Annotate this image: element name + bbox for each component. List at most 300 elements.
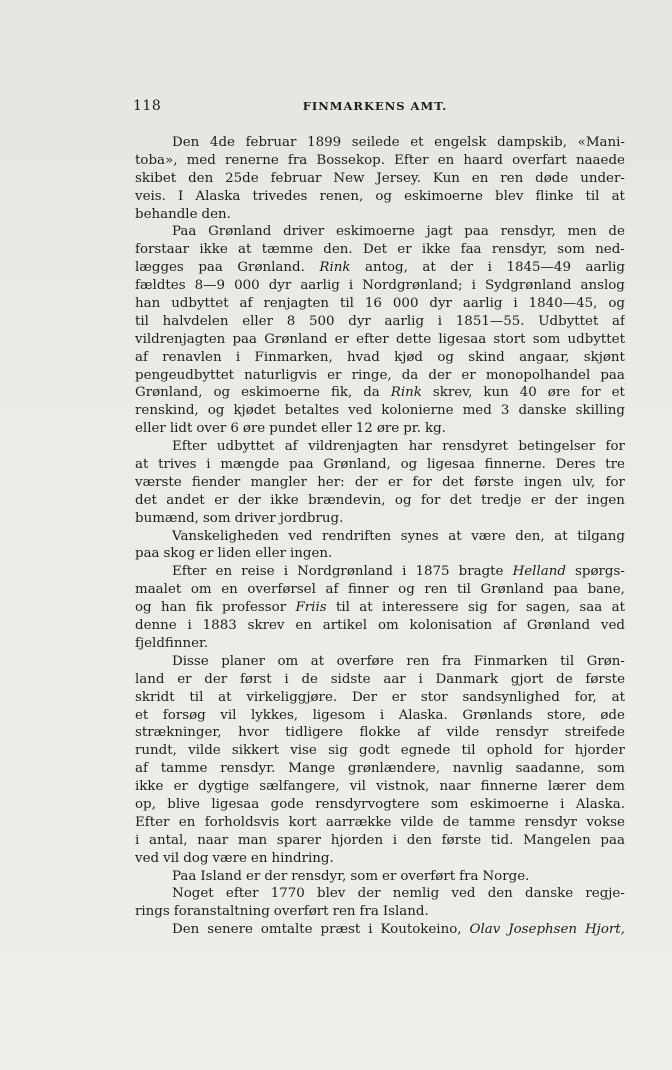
word: naaede (575, 152, 625, 168)
word: at (611, 689, 625, 705)
word: fik (195, 600, 213, 616)
text-line (135, 528, 625, 546)
word: dygtige (198, 779, 250, 795)
word: er (173, 779, 188, 795)
word: til (189, 689, 204, 705)
word: ren (424, 582, 448, 598)
word: ligesaa (426, 457, 475, 473)
word: Der (351, 689, 377, 705)
word: der (554, 492, 578, 508)
word: en (221, 582, 238, 598)
text-line (135, 331, 625, 349)
word: er (246, 868, 261, 884)
word: omtalte (260, 922, 313, 938)
word: kun (483, 385, 509, 401)
word: forstaar (135, 242, 190, 258)
word: der (428, 367, 452, 383)
word: hindring. (271, 850, 334, 866)
page-number: 118 (133, 98, 162, 114)
word: Grønland. (237, 260, 305, 276)
text-line (135, 474, 625, 492)
word: øre (376, 421, 400, 437)
word: Efter (135, 814, 170, 830)
word: men (567, 224, 597, 240)
word: i (471, 278, 476, 294)
word: ved (135, 850, 160, 866)
word: af (284, 439, 298, 455)
word: i (392, 832, 398, 848)
word: at (310, 653, 325, 669)
word: Paa (172, 868, 197, 884)
word: der (357, 886, 381, 902)
word: i (379, 707, 385, 723)
word: trivedes (252, 188, 308, 204)
word: og (394, 492, 412, 508)
word: flokke (359, 725, 401, 741)
word: i (283, 564, 288, 580)
word: Efter (172, 439, 207, 455)
word: af (612, 313, 625, 329)
word: af (135, 761, 148, 777)
word: kg. (424, 421, 446, 437)
word: betaltes (284, 403, 340, 419)
word: af (239, 296, 253, 312)
word: planer (221, 653, 265, 669)
word: som (350, 868, 379, 884)
word: rensdyr, (291, 868, 347, 884)
text-line (135, 492, 625, 510)
word: synes (400, 528, 439, 544)
word: tamme (468, 814, 516, 830)
word: renen, (319, 188, 364, 204)
word: tre (605, 457, 625, 473)
word: gjort (510, 671, 544, 687)
word: fiender (191, 474, 241, 490)
word: ligesaa (211, 796, 260, 812)
word: professor (222, 600, 287, 616)
word: i (187, 618, 192, 634)
word: eller (255, 546, 287, 562)
word: udbyttet (216, 439, 275, 455)
word: paa (289, 457, 314, 473)
text-line (135, 707, 625, 725)
word: interessere (382, 600, 459, 616)
word: Efter (394, 152, 429, 168)
word: sig (328, 743, 348, 759)
word: kort (288, 814, 317, 830)
word: i (284, 671, 289, 687)
word: for (412, 474, 432, 490)
text-line (135, 295, 625, 313)
word: fra (287, 152, 308, 168)
word: regje- (585, 886, 625, 902)
word: vil (163, 850, 180, 866)
word: til (135, 313, 149, 329)
text-line (135, 170, 625, 188)
word: 1845—49 (506, 260, 571, 276)
word: kolonierne (381, 403, 454, 419)
word: dyr (268, 278, 292, 294)
word: det (442, 474, 464, 490)
word: et (611, 385, 625, 401)
word: finnerne (480, 779, 538, 795)
word: rundt, (135, 743, 177, 759)
word: anslog (580, 278, 625, 294)
word: han (135, 296, 161, 312)
word: rendriften (322, 528, 392, 544)
text-line (135, 885, 625, 903)
word: skind (468, 349, 505, 365)
word: 1851—55. (455, 313, 525, 329)
word: den (188, 170, 214, 186)
word: finnerne. (484, 457, 546, 473)
word: en (215, 564, 233, 580)
word: lægges (135, 260, 184, 276)
word: brændevin, (308, 492, 386, 508)
word: til (585, 188, 600, 204)
text-line (135, 742, 625, 760)
word: Grønland, (323, 457, 391, 473)
word: at (611, 600, 625, 616)
word: aarlig (300, 278, 340, 294)
word: Grønland (208, 224, 272, 240)
word: paa (600, 367, 625, 383)
word: 4de (209, 135, 235, 150)
word: en (437, 152, 455, 168)
word: for (581, 385, 601, 401)
word: pundet (269, 421, 317, 437)
page-header (133, 98, 617, 118)
word: og (213, 385, 231, 401)
word: det (449, 492, 472, 508)
word: om (277, 653, 299, 669)
word: rensdyr, (500, 224, 556, 240)
text-line (135, 277, 625, 295)
word: paa (232, 331, 258, 347)
word: skjønt (583, 349, 625, 365)
word: være (212, 850, 247, 866)
text-line (135, 134, 625, 152)
word: seilede (351, 135, 400, 150)
word: ved (600, 618, 625, 634)
word: der (237, 492, 261, 508)
word: og (608, 296, 625, 312)
word: februar (270, 170, 322, 186)
word: 3 (500, 403, 510, 419)
word: vil (220, 707, 237, 723)
word: ingen (523, 474, 562, 490)
word: han (161, 600, 187, 616)
text-line (135, 188, 625, 206)
word: efter (356, 331, 389, 347)
word: tamme (160, 761, 208, 777)
word: 1840—45, (528, 296, 598, 312)
word: der (204, 671, 228, 687)
word: Nordgrønland; (362, 278, 463, 294)
word: eskimoerne (241, 385, 320, 401)
word: kjød (394, 349, 424, 365)
word: antal, (148, 832, 188, 848)
word: foranstaltning (173, 904, 270, 920)
word: vise (290, 743, 317, 759)
word: ikke (421, 242, 451, 258)
word: eller (135, 421, 166, 437)
text-line (135, 438, 625, 456)
word: i (487, 260, 492, 276)
word: trives (158, 457, 197, 473)
word: grønlændere, (347, 761, 441, 777)
word: fra (441, 653, 462, 669)
word: et (135, 707, 149, 723)
word: ned- (595, 242, 625, 258)
word: saa (579, 600, 603, 616)
word: Udbyttet (538, 313, 599, 329)
word: stort (493, 331, 526, 347)
word: Alaska. (398, 707, 448, 723)
word: er (334, 331, 349, 347)
word: en (250, 850, 268, 866)
word: ren (406, 653, 430, 669)
word: 12 (355, 421, 373, 437)
word: man (237, 832, 268, 848)
word: er (461, 367, 476, 383)
word: Grønland (480, 582, 544, 598)
word: øre (547, 385, 571, 401)
word: dyr (429, 296, 452, 312)
word: Den (172, 135, 200, 150)
word: skog (163, 546, 196, 562)
word: for (544, 743, 564, 759)
text-line (135, 778, 625, 796)
word: liden (217, 546, 252, 562)
word: af (325, 582, 339, 598)
word: ren (332, 904, 356, 920)
word: navnlig (452, 761, 503, 777)
word: paa (600, 832, 625, 848)
word: en (178, 814, 196, 830)
word: for (420, 492, 441, 508)
word: overført (400, 868, 456, 884)
word: rensdyr (495, 725, 549, 741)
word: Vanskeligheden (172, 528, 279, 544)
word: Finmarken (473, 653, 548, 669)
word: vildrenjagten (135, 331, 226, 347)
word: tilgang (577, 528, 625, 544)
word: til (340, 296, 354, 312)
word: flinke (535, 188, 574, 204)
word: 000 (392, 296, 419, 312)
word: og (135, 600, 152, 616)
word: hjorder (574, 743, 625, 759)
word: rensdyret (442, 439, 508, 455)
word: har (408, 439, 432, 455)
word: 000 (234, 278, 260, 294)
word: blev (317, 886, 346, 902)
text-line (135, 868, 625, 886)
text-line (135, 259, 625, 277)
word: egnede (400, 743, 451, 759)
word: der (354, 474, 378, 490)
word: stor (420, 689, 448, 705)
word: haard (463, 152, 503, 168)
word: overførsel (247, 582, 316, 598)
word: skilling (575, 403, 625, 419)
word: 8—9 (194, 278, 226, 294)
word: rensdyrvogtere (315, 796, 420, 812)
word: første (441, 832, 482, 848)
word: er (530, 492, 546, 508)
word: udbyttet (567, 331, 625, 347)
word: i (368, 922, 373, 938)
word: halvdelen (162, 313, 229, 329)
word: i (206, 457, 211, 473)
word: vilde (188, 743, 221, 759)
word: overfart (512, 152, 567, 168)
word: paa (553, 582, 578, 598)
word: monopolhandel (485, 367, 591, 383)
word: sagen, (525, 600, 571, 616)
word: først (239, 671, 272, 687)
word: Efter (172, 564, 207, 580)
word: rings (135, 904, 170, 920)
word: danske (518, 403, 567, 419)
word: til (456, 582, 471, 598)
word: af (417, 725, 431, 741)
text-line (135, 206, 625, 224)
word: Disse (172, 653, 209, 669)
word: tidligere (285, 725, 343, 741)
word: dyr (348, 313, 371, 329)
word: Island (200, 868, 242, 884)
word: aarrække (325, 814, 392, 830)
word: de (442, 814, 460, 830)
word: streifede (564, 725, 625, 741)
word: gode (270, 796, 304, 812)
word: af (503, 618, 516, 634)
word: da (401, 367, 419, 383)
word: paa (198, 260, 223, 276)
word: overført (273, 904, 329, 920)
word: ikke (270, 492, 299, 508)
word: øde (600, 707, 625, 723)
word: antog, (364, 260, 408, 276)
word: Grønland (264, 331, 328, 347)
word: fra (459, 868, 479, 884)
word: i (560, 796, 565, 812)
word: tredje (481, 492, 522, 508)
text-line (135, 814, 625, 832)
word: i (418, 671, 423, 687)
word: spørgs- (575, 564, 625, 580)
word: ingen (586, 492, 625, 508)
word: den (406, 832, 432, 848)
word: renavlen (162, 349, 222, 365)
text-line (135, 456, 625, 474)
text-line (135, 635, 625, 653)
word: fik, (330, 385, 353, 401)
word: Mangelen (523, 832, 591, 848)
word: at (218, 689, 232, 705)
word: der (264, 868, 288, 884)
word: sig (467, 600, 488, 616)
word: Grønlands (462, 707, 533, 723)
word: aar (383, 671, 406, 687)
word: hvor (238, 725, 269, 741)
word: efter (225, 886, 259, 902)
word: en (295, 618, 312, 634)
word: ringe, (351, 367, 392, 383)
word: Sydgrønland (485, 278, 572, 294)
word: og (437, 349, 454, 365)
word: senere (207, 922, 253, 938)
word: vilde (400, 814, 434, 830)
word: 1770 (270, 886, 305, 902)
word: de (556, 671, 573, 687)
word: eskimoerne (335, 224, 415, 240)
word: Mange (288, 761, 336, 777)
word: lykkes, (250, 707, 299, 723)
word: ingen. (290, 546, 333, 562)
word: skibet (135, 170, 177, 186)
word: denne (135, 618, 177, 634)
word: bumænd, (135, 510, 199, 526)
word: naturligvis (244, 367, 318, 383)
word: den. (201, 206, 231, 222)
text-line (135, 671, 625, 689)
word: toba», (135, 152, 178, 168)
word: til (335, 600, 350, 616)
text-line (135, 152, 625, 170)
word: bragte (458, 564, 504, 580)
word: tid. (490, 832, 514, 848)
word: dem (595, 779, 625, 795)
word: er (199, 546, 214, 562)
word: skrev, (432, 385, 473, 401)
word: Island. (382, 904, 429, 920)
italic-word: Rink (390, 385, 422, 401)
word: fjeldfinner. (135, 635, 209, 651)
word: betingelser (518, 439, 596, 455)
word: engelsk (434, 135, 487, 150)
word: op, (135, 796, 156, 812)
word: driver (234, 510, 276, 526)
word: 6 (230, 421, 239, 437)
text-line (135, 832, 625, 850)
word: værste (135, 474, 182, 490)
word: er (327, 367, 342, 383)
word: øre (242, 421, 266, 437)
word: de (301, 671, 318, 687)
word: er (214, 492, 229, 508)
word: pr. (403, 421, 421, 437)
word: et (410, 135, 424, 150)
word: ved (451, 886, 476, 902)
word: reise (241, 564, 275, 580)
word: strækninger, (135, 725, 222, 741)
word: Koutokeino, (380, 922, 462, 938)
word: til (560, 653, 575, 669)
word: paa (135, 546, 160, 562)
word: Bossekop. (316, 152, 385, 168)
word: 1875 (415, 564, 450, 580)
text-line (135, 653, 625, 671)
text-line (135, 850, 625, 868)
word: pengeudbyttet (135, 367, 235, 383)
word: lidt (169, 421, 193, 437)
word: land (135, 671, 165, 687)
word: af (135, 349, 148, 365)
word: sidste (330, 671, 371, 687)
